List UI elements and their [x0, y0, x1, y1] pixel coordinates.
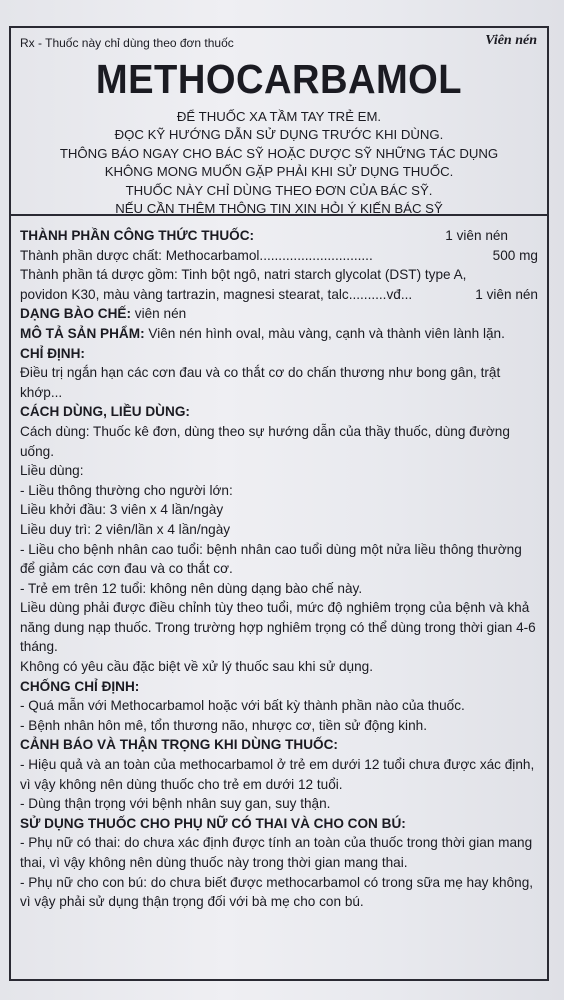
excipients-line: Thành phần tá dược gồm: Tinh bột ngô, natri starch glycolat (DST) type A,	[20, 267, 467, 283]
leaflet-header	[11, 28, 547, 216]
warning-line: KHÔNG MONG MUỐN GẶP PHẢI KHI SỬ DỤNG THUỐC.	[104, 164, 454, 180]
excipients-value: 1 viên nén	[475, 286, 538, 302]
dosage-form-section	[20, 304, 538, 324]
leaflet-frame	[9, 26, 549, 981]
elderly-dosage: - Liều cho bệnh nhân cao tuổi: bệnh nhân cao tuổi dùng một nửa liều thông thường để giảm các cơn đau và co thắt cơ.	[20, 541, 522, 577]
excipients-row	[20, 285, 538, 305]
contraindication-item: - Quá mẫn với Methocarbamol hoặc với bất kỳ thành phần nào của thuốc.	[20, 698, 465, 714]
contraindication-item: - Bệnh nhân hôn mê, tổn thương não, nhược cơ, tiền sử động kinh.	[20, 717, 427, 733]
header-warnings	[31, 108, 527, 218]
per-unit-label: 1 viên nén	[445, 228, 508, 243]
dosage-form-text: viên nén	[134, 306, 187, 322]
pregnancy-heading: SỬ DỤNG THUỐC CHO PHỤ NỮ CÓ THAI VÀ CHO CON BÚ:	[20, 815, 406, 831]
active-ingredient-value: 500 mg	[492, 247, 538, 263]
precaution-item: - Hiệu quả và an toàn của methocarbamol ở trẻ em dưới 12 tuổi chưa được xác định, vì vậy không nên dùng thuốc cho trẻ em dưới 12 tuổi.	[20, 757, 535, 792]
composition-heading: THÀNH PHẦN CÔNG THỨC THUỐC:	[20, 228, 255, 243]
excipients-line: povidon K30, màu vàng tartrazin, magnesi stearat, talc..........vđ...	[20, 286, 413, 302]
children-dosage: - Trẻ em trên 12 tuổi: không nên dùng dạng bào chế này.	[20, 580, 363, 596]
disposal-note: Không có yêu cầu đặc biệt về xử lý thuốc sau khi sử dụng.	[20, 659, 373, 675]
usage-method: Cách dùng: Thuốc kê đơn, dùng theo sự hướng dẫn của thầy thuốc, dùng đường uống.	[20, 423, 510, 459]
warning-line: ĐỌC KỸ HƯỚNG DẪN SỬ DỤNG TRƯỚC KHI DÙNG.	[114, 127, 444, 143]
usage-heading: CÁCH DÙNG, LIỀU DÙNG:	[20, 404, 190, 420]
dosage-form-label: Viên nén	[485, 33, 537, 48]
indications-heading: CHỈ ĐỊNH:	[20, 345, 85, 361]
active-ingredient-label: Thành phần dược chất: Methocarbamol..............................	[20, 247, 373, 263]
warning-line: NẾU CẦN THÊM THÔNG TIN XIN HỎI Ý KIẾN BÁC SỸ	[115, 201, 443, 217]
dosage-label: Liều dùng:	[20, 463, 84, 479]
header-divider	[11, 214, 547, 216]
initial-dose: Liều khởi đầu: 3 viên x 4 lần/ngày	[20, 502, 224, 518]
breastfeeding-text: - Phụ nữ cho con bú: do chưa biết được methocarbamol có trong sữa mẹ hay không, vì vậy phải sử dụng thận trọng đối với bà mẹ cho con bú.	[20, 874, 534, 910]
dose-adjustment: Liều dùng phải được điều chỉnh tùy theo tuổi, mức độ nghiêm trọng của bệnh và khả năng dung nạp thuốc. Trong trường hợp nghiêm trọng có thể dùng trong thời gian 4-6 tháng.	[20, 600, 536, 655]
contraindications-heading: CHỐNG CHỈ ĐỊNH:	[20, 678, 140, 694]
dosage-form-heading: DẠNG BÀO CHẾ:	[20, 306, 132, 322]
description-heading: MÔ TẢ SẢN PHẨM:	[20, 325, 145, 341]
indications-text: Điều trị ngắn hạn các cơn đau và co thắt cơ do chấn thương như bong gân, trật khớp...	[20, 365, 501, 400]
pregnancy-text: - Phụ nữ có thai: do chưa xác định được tính an toàn của thuốc trong thời gian mang thai, vì vậy không nên dùng thuốc này trong thời gian mang thai.	[20, 835, 533, 870]
composition-heading-row	[20, 226, 538, 246]
active-ingredient-row	[20, 246, 538, 266]
product-title: METHOCARBAMOL	[95, 56, 463, 102]
leaflet-body	[20, 226, 538, 912]
adult-dosage: - Liều thông thường cho người lớn:	[20, 482, 233, 498]
precaution-item: - Dùng thận trọng với bệnh nhân suy gan, suy thận.	[20, 796, 331, 812]
warning-line: THÔNG BÁO NGAY CHO BÁC SỸ HOẶC DƯỢC SỸ NHỮNG TÁC DỤNG	[59, 145, 499, 161]
precautions-heading: CẢNH BÁO VÀ THẬN TRỌNG KHI DÙNG THUỐC:	[20, 737, 338, 753]
maintenance-dose: Liều duy trì: 2 viên/lần x 4 lần/ngày	[20, 521, 231, 537]
description-section	[20, 324, 538, 344]
rx-notice: Rx - Thuốc này chỉ dùng theo đơn thuốc	[20, 36, 234, 50]
warning-line: THUỐC NÀY CHỈ DÙNG THEO ĐƠN CỦA BÁC SỸ.	[125, 182, 433, 198]
warning-line: ĐỂ THUỐC XA TẦM TAY TRẺ EM.	[176, 109, 382, 124]
description-text: Viên nén hình oval, màu vàng, cạnh và thành viên lành lặn.	[148, 325, 505, 341]
